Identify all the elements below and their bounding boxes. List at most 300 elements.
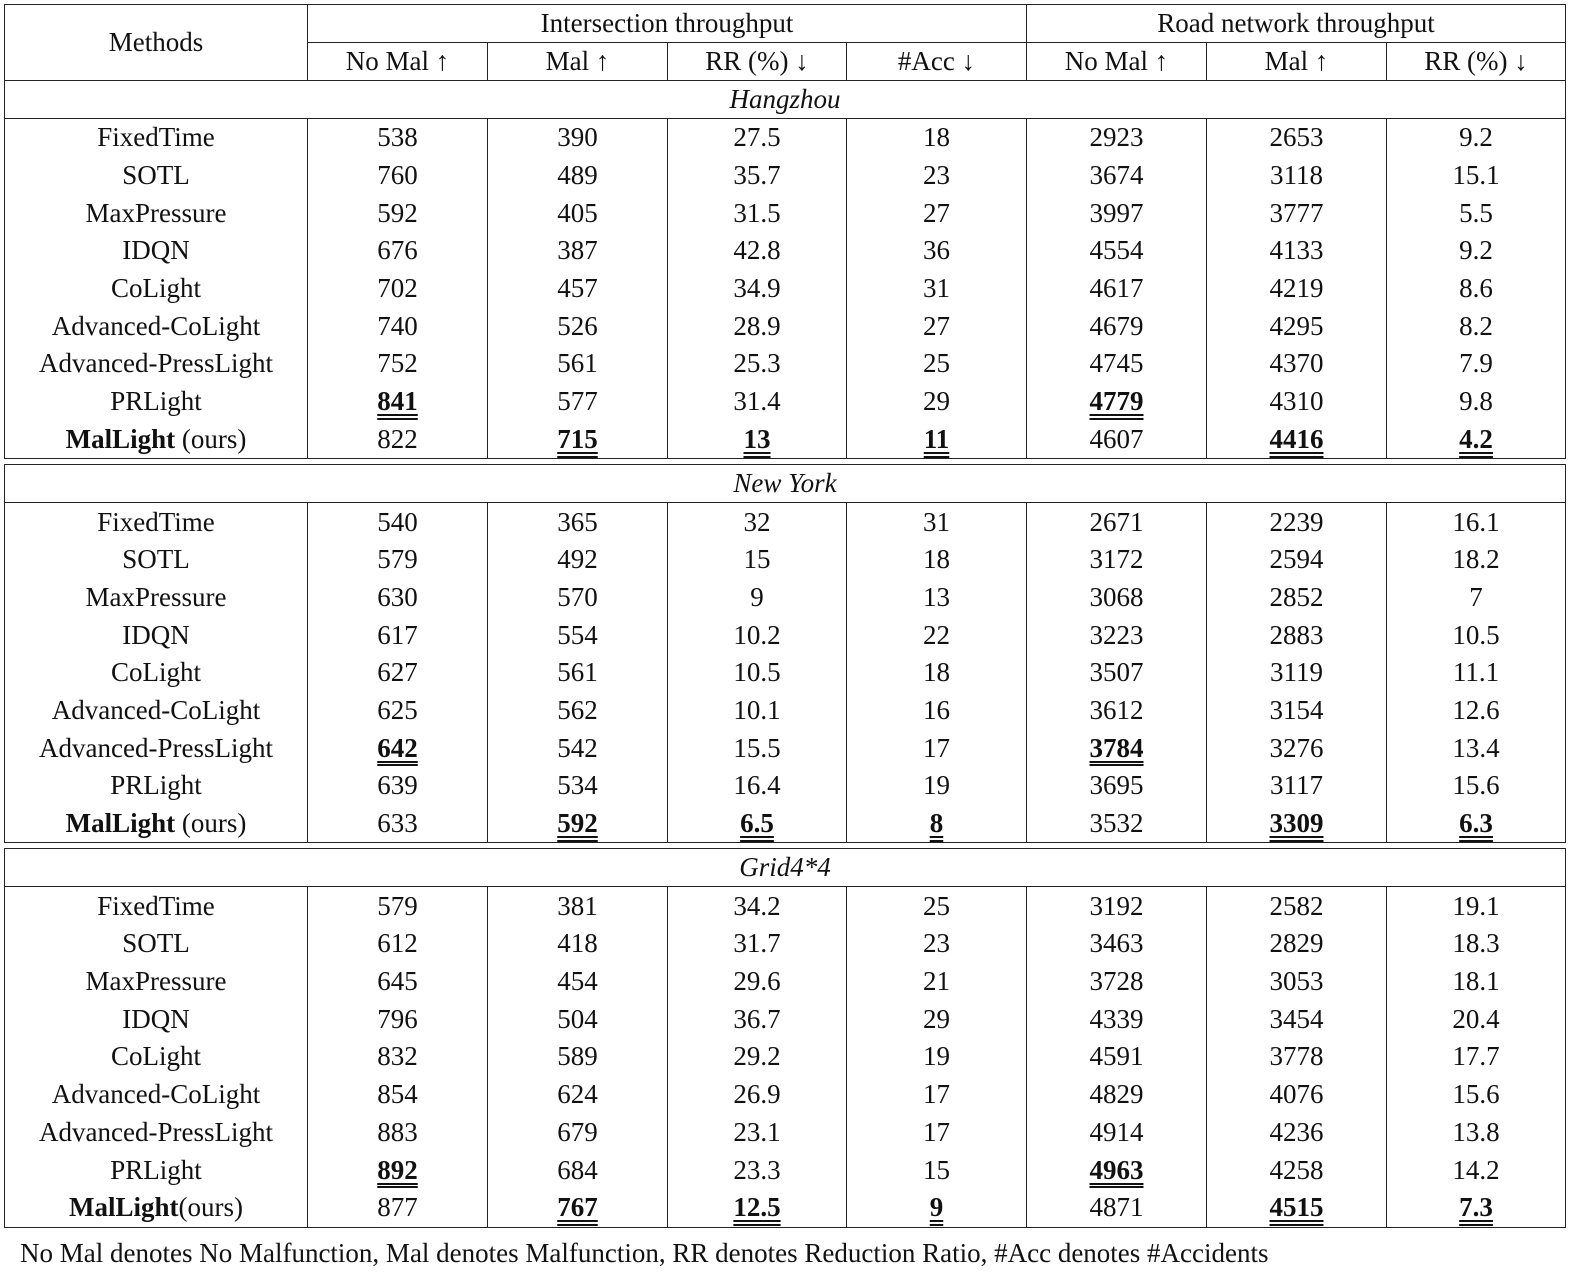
value: 645 <box>377 966 418 997</box>
table-row <box>5 692 1566 730</box>
value-cell <box>668 1000 847 1038</box>
value: 3118 <box>1270 160 1324 191</box>
method-name: Advanced-PressLight <box>39 348 273 379</box>
value-cell <box>1027 1076 1207 1114</box>
value: 752 <box>377 348 418 379</box>
value: 2829 <box>1269 928 1324 959</box>
value: 4310 <box>1269 386 1324 417</box>
value-cell <box>668 1114 847 1152</box>
method-name: MalLight <box>65 808 176 839</box>
value-cell <box>488 729 668 767</box>
value-cell <box>1207 1189 1387 1227</box>
value-cell <box>1027 157 1207 195</box>
value-cell <box>1027 925 1207 963</box>
value-cell <box>1027 692 1207 730</box>
value: 3695 <box>1089 770 1144 801</box>
value: 877 <box>377 1192 418 1223</box>
method-name: Advanced-PressLight <box>39 732 273 763</box>
best-value: 6.5 <box>740 808 774 839</box>
col-header: RR (%) ↓ <box>668 43 847 81</box>
value-cell <box>308 729 488 767</box>
value-cell <box>847 925 1027 963</box>
value: 4617 <box>1089 273 1144 304</box>
value: 31 <box>923 273 950 304</box>
value: 31.5 <box>733 197 781 228</box>
value-cell <box>1027 1038 1207 1076</box>
value: 36 <box>923 235 950 266</box>
value-cell <box>308 692 488 730</box>
value: 2653 <box>1269 122 1324 153</box>
method-suffix: (ours) <box>175 423 247 454</box>
method-name: PRLight <box>110 1154 202 1185</box>
value-cell <box>488 692 668 730</box>
table-row <box>5 925 1566 963</box>
value: 9.2 <box>1459 235 1493 266</box>
value: 7.9 <box>1459 348 1493 379</box>
value: 538 <box>377 122 418 153</box>
value: 25.3 <box>733 348 781 379</box>
value: 589 <box>557 1041 598 1072</box>
value: 10.1 <box>733 694 781 725</box>
value-cell <box>1387 654 1566 692</box>
value: 4133 <box>1269 235 1324 266</box>
value: 23 <box>923 928 950 959</box>
value: 625 <box>377 694 418 725</box>
value: 418 <box>557 928 598 959</box>
value: 13.8 <box>1452 1116 1500 1147</box>
value-cell <box>1387 503 1566 541</box>
value-cell <box>1387 345 1566 383</box>
value-cell <box>668 767 847 805</box>
value-cell <box>847 1000 1027 1038</box>
value-cell <box>308 119 488 157</box>
value-cell <box>1387 1114 1566 1152</box>
value-cell <box>308 345 488 383</box>
value: 3507 <box>1089 657 1144 688</box>
value-cell <box>1027 345 1207 383</box>
best-value: 4515 <box>1269 1192 1324 1223</box>
method-cell <box>5 270 308 308</box>
value-cell <box>1207 1151 1387 1189</box>
value-cell <box>488 887 668 925</box>
method-suffix: (ours) <box>175 808 247 839</box>
value-cell <box>488 767 668 805</box>
value: 854 <box>377 1079 418 1110</box>
best-value: 4779 <box>1089 386 1144 417</box>
value: 15.5 <box>733 732 781 763</box>
table-row <box>5 1114 1566 1152</box>
value: 740 <box>377 310 418 341</box>
value: 22 <box>923 619 950 650</box>
best-value: 715 <box>557 423 598 454</box>
value-cell <box>488 503 668 541</box>
group-header-intersection: Intersection throughput <box>308 5 1027 43</box>
value-cell <box>1207 654 1387 692</box>
value: 5.5 <box>1459 197 1493 228</box>
table-row <box>5 729 1566 767</box>
table-row <box>5 1000 1566 1038</box>
method-name: MaxPressure <box>85 197 227 228</box>
col-header: #Acc ↓ <box>847 43 1027 81</box>
method-name: MaxPressure <box>85 581 227 612</box>
table-row <box>5 307 1566 345</box>
value-cell <box>488 1114 668 1152</box>
value-cell <box>847 963 1027 1001</box>
method-cell <box>5 307 308 345</box>
method-name: CoLight <box>110 657 201 688</box>
value-cell <box>308 383 488 421</box>
value-cell <box>308 157 488 195</box>
value: 14.2 <box>1452 1154 1500 1185</box>
value: 624 <box>557 1079 598 1110</box>
value: 10.5 <box>733 657 781 688</box>
method-cell <box>5 119 308 157</box>
method-cell <box>5 1151 308 1189</box>
value: 8.6 <box>1459 273 1493 304</box>
value: 3612 <box>1089 694 1144 725</box>
value: 19.1 <box>1452 890 1500 921</box>
method-name: IDQN <box>122 1003 190 1034</box>
value-cell <box>1387 383 1566 421</box>
value: 23 <box>923 160 950 191</box>
value-cell <box>847 767 1027 805</box>
value: 17 <box>923 1079 950 1110</box>
value-cell <box>308 616 488 654</box>
value-cell <box>1207 579 1387 617</box>
value: 4914 <box>1089 1116 1144 1147</box>
value-cell <box>847 616 1027 654</box>
value-cell <box>668 421 847 459</box>
value-cell <box>488 383 668 421</box>
table-row <box>5 654 1566 692</box>
value-cell <box>847 1038 1027 1076</box>
value-cell <box>308 232 488 270</box>
value: 20.4 <box>1452 1003 1500 1034</box>
value-cell <box>1387 1189 1566 1227</box>
value: 633 <box>377 808 418 839</box>
value-cell <box>847 1189 1027 1227</box>
method-name: SOTL <box>122 544 190 575</box>
value-cell <box>1387 232 1566 270</box>
value-cell <box>1207 119 1387 157</box>
best-value: 11 <box>923 423 950 454</box>
value-cell <box>668 579 847 617</box>
value: 29 <box>923 1003 950 1034</box>
value: 612 <box>377 928 418 959</box>
method-cell <box>5 541 308 579</box>
method-cell <box>5 805 308 843</box>
value: 554 <box>557 619 598 650</box>
value-cell <box>308 1151 488 1189</box>
value: 4076 <box>1269 1079 1324 1110</box>
value-cell <box>1387 925 1566 963</box>
value-cell <box>847 383 1027 421</box>
value-cell <box>1027 1189 1207 1227</box>
col-header: RR (%) ↓ <box>1387 43 1566 81</box>
value: 15 <box>743 544 771 575</box>
value-cell <box>488 119 668 157</box>
section-title-row <box>5 849 1566 887</box>
value: 3463 <box>1089 928 1144 959</box>
value-cell <box>1207 1114 1387 1152</box>
value: 18.3 <box>1452 928 1500 959</box>
value: 19 <box>923 1041 950 1072</box>
value-cell <box>1387 767 1566 805</box>
value: 25 <box>923 890 950 921</box>
value-cell <box>1387 887 1566 925</box>
value-cell <box>308 1038 488 1076</box>
value: 3053 <box>1269 966 1324 997</box>
value-cell <box>847 1076 1027 1114</box>
value: 23.3 <box>733 1154 781 1185</box>
value: 8.2 <box>1459 310 1493 341</box>
method-cell <box>5 232 308 270</box>
value: 454 <box>557 966 598 997</box>
results-table <box>4 4 1566 1228</box>
value-cell <box>1207 1076 1387 1114</box>
value-cell <box>1027 887 1207 925</box>
value-cell <box>1207 421 1387 459</box>
value: 4607 <box>1089 423 1144 454</box>
value: 35.7 <box>733 160 781 191</box>
value-cell <box>668 1189 847 1227</box>
table-row <box>5 1038 1566 1076</box>
table-row <box>5 503 1566 541</box>
value: 405 <box>557 197 598 228</box>
table-row <box>5 232 1566 270</box>
value: 3777 <box>1269 197 1324 228</box>
value: 4370 <box>1269 348 1324 379</box>
value-cell <box>1207 270 1387 308</box>
value: 3154 <box>1269 694 1324 725</box>
value-cell <box>1387 805 1566 843</box>
value: 4295 <box>1269 310 1324 341</box>
value-cell <box>1387 157 1566 195</box>
method-name: SOTL <box>122 160 190 191</box>
table-row <box>5 345 1566 383</box>
value: 542 <box>557 732 598 763</box>
best-value: 9 <box>929 1192 944 1223</box>
value-cell <box>668 503 847 541</box>
value-cell <box>308 925 488 963</box>
value-cell <box>1207 767 1387 805</box>
best-value: 4.2 <box>1459 423 1493 454</box>
value: 3778 <box>1269 1041 1324 1072</box>
value: 3223 <box>1089 619 1144 650</box>
value-cell <box>668 692 847 730</box>
section-title-row <box>5 465 1566 503</box>
value: 29.2 <box>733 1041 781 1072</box>
value-cell <box>1207 345 1387 383</box>
value-cell <box>1027 1114 1207 1152</box>
best-value: 4416 <box>1269 423 1324 454</box>
value: 4219 <box>1269 273 1324 304</box>
method-name: CoLight <box>110 273 201 304</box>
value-cell <box>847 541 1027 579</box>
best-value: 8 <box>929 808 944 839</box>
value: 832 <box>377 1041 418 1072</box>
value-cell <box>488 925 668 963</box>
value-cell <box>488 194 668 232</box>
method-cell <box>5 925 308 963</box>
value-cell <box>1027 1151 1207 1189</box>
value: 32 <box>743 506 771 537</box>
method-name: Advanced-CoLight <box>51 310 261 341</box>
value-cell <box>1387 119 1566 157</box>
method-cell <box>5 579 308 617</box>
value: 27 <box>923 197 950 228</box>
value: 630 <box>377 581 418 612</box>
method-name: MalLight <box>65 423 176 454</box>
value-cell <box>1207 692 1387 730</box>
value: 2671 <box>1089 506 1144 537</box>
value: 3172 <box>1089 544 1144 575</box>
value-cell <box>308 194 488 232</box>
best-value: 4963 <box>1089 1154 1144 1185</box>
value: 18 <box>923 122 950 153</box>
value-cell <box>847 232 1027 270</box>
value-cell <box>668 307 847 345</box>
value: 883 <box>377 1116 418 1147</box>
table-row <box>5 157 1566 195</box>
value: 13.4 <box>1452 732 1500 763</box>
value-cell <box>1387 307 1566 345</box>
value: 34.9 <box>733 273 781 304</box>
value-cell <box>488 963 668 1001</box>
value: 702 <box>377 273 418 304</box>
value-cell <box>1027 119 1207 157</box>
value: 679 <box>557 1116 598 1147</box>
value-cell <box>668 616 847 654</box>
value: 13 <box>923 581 950 612</box>
value-cell <box>1207 157 1387 195</box>
group-header-road-network: Road network throughput <box>1027 5 1566 43</box>
col-header: No Mal ↑ <box>1027 43 1207 81</box>
value: 2239 <box>1269 506 1324 537</box>
section-title: Grid4*4 <box>5 849 1566 887</box>
method-cell <box>5 654 308 692</box>
value-cell <box>1027 579 1207 617</box>
footnote: No Mal denotes No Malfunction, Mal denotes Malfunction, RR denotes Reduction Ratio, #Acc denotes #Accidents <box>20 1238 1269 1268</box>
section-title: New York <box>5 465 1566 503</box>
value: 34.2 <box>733 890 781 921</box>
value: 15 <box>923 1154 950 1185</box>
value: 7 <box>1469 581 1483 612</box>
value-cell <box>668 1076 847 1114</box>
value: 4679 <box>1089 310 1144 341</box>
method-cell <box>5 616 308 654</box>
value-cell <box>488 541 668 579</box>
value-cell <box>308 503 488 541</box>
value: 2594 <box>1269 544 1324 575</box>
method-cell <box>5 1189 308 1227</box>
value-cell <box>308 1000 488 1038</box>
value: 627 <box>377 657 418 688</box>
value-cell <box>668 541 847 579</box>
table-row <box>5 887 1566 925</box>
value-cell <box>488 654 668 692</box>
value-cell <box>488 307 668 345</box>
value-cell <box>488 616 668 654</box>
value-cell <box>1027 270 1207 308</box>
value-cell <box>1387 270 1566 308</box>
value-cell <box>668 1151 847 1189</box>
value-cell <box>668 805 847 843</box>
value: 684 <box>557 1154 598 1185</box>
best-value: 3784 <box>1089 732 1144 763</box>
best-value: 841 <box>377 386 418 417</box>
value-cell <box>488 157 668 195</box>
best-value: 7.3 <box>1459 1192 1493 1223</box>
value-cell <box>488 1000 668 1038</box>
table-row <box>5 541 1566 579</box>
value-cell <box>1027 232 1207 270</box>
value-cell <box>488 1151 668 1189</box>
method-cell <box>5 1000 308 1038</box>
method-name: PRLight <box>110 386 202 417</box>
method-name: SOTL <box>122 928 190 959</box>
method-name: FixedTime <box>97 122 215 153</box>
value-cell <box>1027 503 1207 541</box>
value: 16.1 <box>1452 506 1500 537</box>
value: 4871 <box>1089 1192 1144 1223</box>
value: 31 <box>923 506 950 537</box>
value-cell <box>1207 925 1387 963</box>
value: 3276 <box>1269 732 1324 763</box>
section-title-row <box>5 81 1566 119</box>
table-row <box>5 270 1566 308</box>
value-cell <box>847 194 1027 232</box>
value-cell <box>1027 541 1207 579</box>
method-cell <box>5 729 308 767</box>
table-row <box>5 1151 1566 1189</box>
value: 31.4 <box>733 386 781 417</box>
section-title: Hangzhou <box>5 81 1566 119</box>
value: 4554 <box>1089 235 1144 266</box>
value: 36.7 <box>733 1003 781 1034</box>
method-cell <box>5 1076 308 1114</box>
value-cell <box>847 157 1027 195</box>
value-cell <box>1027 383 1207 421</box>
method-name: IDQN <box>122 619 190 650</box>
method-cell <box>5 383 308 421</box>
value: 27 <box>923 310 950 341</box>
value: 17.7 <box>1452 1041 1500 1072</box>
value-cell <box>1207 503 1387 541</box>
value: 387 <box>557 235 598 266</box>
value-cell <box>488 421 668 459</box>
value-cell <box>308 1189 488 1227</box>
value-cell <box>1207 1000 1387 1038</box>
value: 3728 <box>1089 966 1144 997</box>
value: 570 <box>557 581 598 612</box>
value-cell <box>1387 1000 1566 1038</box>
value-cell <box>1387 421 1566 459</box>
value: 27.5 <box>733 122 781 153</box>
value-cell <box>1207 232 1387 270</box>
value-cell <box>847 654 1027 692</box>
value: 9.8 <box>1459 386 1493 417</box>
value-cell <box>847 1114 1027 1152</box>
value-cell <box>847 1151 1027 1189</box>
value-cell <box>1207 616 1387 654</box>
value: 4236 <box>1269 1116 1324 1147</box>
value-cell <box>488 1038 668 1076</box>
value-cell <box>488 579 668 617</box>
value-cell <box>1387 692 1566 730</box>
value: 617 <box>377 619 418 650</box>
method-name: Advanced-PressLight <box>39 1116 273 1147</box>
